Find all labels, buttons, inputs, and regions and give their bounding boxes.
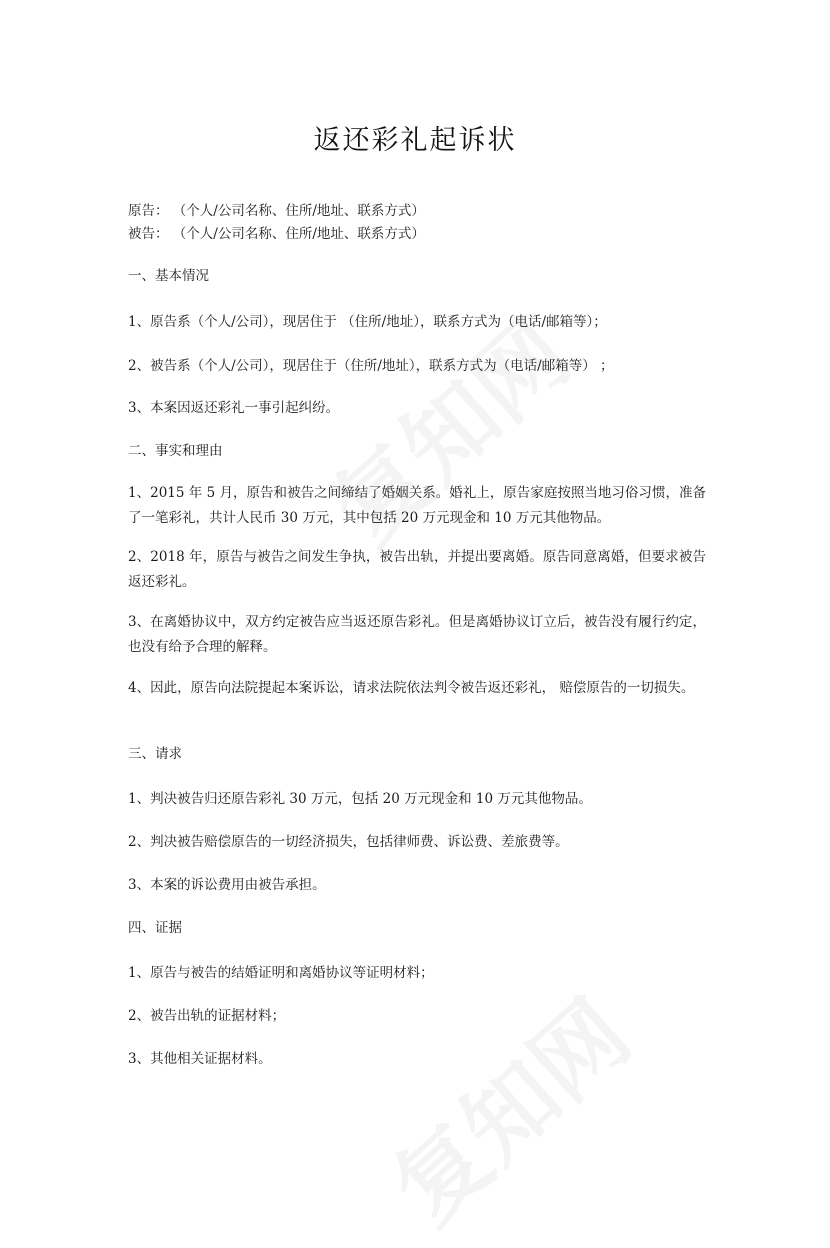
section-heading-basic-info: 一、基本情况 (128, 268, 209, 284)
facts-item-2: 2、2018 年，原告与被告之间发生争执，被告出轨，并提出要离婚。原告同意离婚，但要求被告返还彩礼。 (128, 549, 706, 590)
defendant-line: 被告： （个人/公司名称、住所/地址、联系方式） (128, 226, 425, 242)
section-heading-facts: 二、事实和理由 (128, 443, 223, 459)
evidence-item-2: 2、被告出轨的证据材料； (128, 1008, 286, 1024)
facts-item-3: 3、在离婚协议中，双方约定被告应当返还原告彩礼。但是离婚协议订立后，被告没有履行约定，也没有给予合理的解释。 (128, 614, 706, 655)
document-title: 返还彩礼起诉状 (313, 125, 517, 156)
basic-info-item-1: 1、原告系（个人/公司），现居住于 （住所/地址），联系方式为（电话/邮箱等）； (128, 314, 607, 330)
basic-info-item-2: 2、被告系（个人/公司），现居住于（住所/地址），联系方式为（电话/邮箱等） ； (128, 358, 614, 374)
claims-item-1: 1、判决被告归还原告彩礼 30 万元，包括 20 万元现金和 10 万元其他物品。 (128, 791, 592, 807)
evidence-item-1: 1、原告与被告的结婚证明和离婚协议等证明材料； (128, 965, 434, 981)
plaintiff-line: 原告： （个人/公司名称、住所/地址、联系方式） (128, 203, 425, 219)
evidence-item-3: 3、其他相关证据材料。 (128, 1051, 272, 1067)
section-heading-evidence: 四、证据 (128, 920, 182, 936)
claims-item-3: 3、本案的诉讼费用由被告承担。 (128, 877, 326, 893)
section-heading-claims: 三、请求 (128, 746, 182, 762)
facts-item-4: 4、因此，原告向法院提起本案诉讼，请求法院依法判令被告返还彩礼， 赔偿原告的一切损失。 (128, 680, 695, 696)
claims-item-2: 2、判决被告赔偿原告的一切经济损失，包括律师费、诉讼费、差旅费等。 (128, 834, 569, 850)
facts-item-1: 1、2015 年 5 月，原告和被告之间缔结了婚姻关系。婚礼上，原告家庭按照当地习俗习惯，准备了一笔彩礼，共计人民币 30 万元，其中包括 20 万元现金和 10 万元其他物品。 (128, 485, 706, 526)
basic-info-item-3: 3、本案因返还彩礼一事引起纠纷。 (128, 400, 340, 416)
